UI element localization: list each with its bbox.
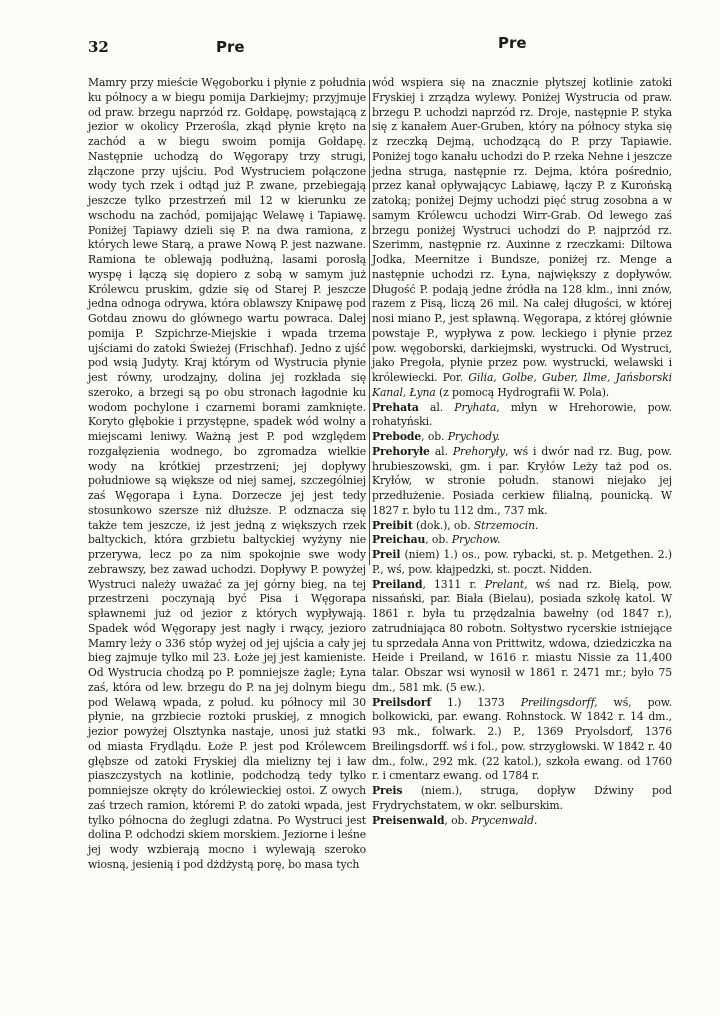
entry-prehata [372,401,672,431]
entry-italic: Pryhata [454,400,497,414]
entry-text: wś nad rz. Bielą, pow. nissański, par. Biała (Bielau), posiada szkołę katol. W 1861 r. była tu przędzalnia bawełny (od 1847 r.), zatrudniająca 80 robotn. Sołtystwo rycerskie istniejące tu sprzedała Anna von Prittwitz, wdowa, dziedziczka na Heide i Preiland, w 1616 r. miastu Nissie za 11,400 talar. Obszar wsi wynosił w 1861 r. 2471 mr.; było 75 dm., 581 mk. (5 ew.). [372,577,672,694]
entry-preilsdorf [372,696,672,785]
headword: Preibit [372,518,413,532]
headword: Preil [372,548,401,561]
entry-text: , młyn w Hrehorowie, pow. rohatyński. [372,400,672,429]
headword: Prebode [372,430,422,443]
headword: Prehata [372,400,419,414]
running-head-left: Pre [216,38,245,56]
right-column [372,76,672,828]
entry-prehoryle [372,445,672,519]
entry-text: al. [418,400,455,414]
entry-text: (niem) 1.) os., pow. rybacki, st. p. Metgethen. 2.) [400,548,672,561]
headword: Preisenwald [372,813,445,827]
entry-text: 1.) 1373 [431,695,521,709]
entry-text: al. [429,444,453,458]
entry-text: , ob. [421,430,448,443]
column-divider [369,80,370,565]
headword: Preichau [372,533,426,547]
entry-text: (dok.), ob. [412,518,474,532]
entry-italic: Prelant, [484,577,528,591]
entry-text: , 1311 r. [422,577,485,591]
entry-text: , ob. [444,813,471,827]
entry-text: wś, pow. bolkowicki, par. ewang. Rohnstock. W 1842 r. 14 dm., 93 mk., folwark. 2.) P., 1369 Pryolsdorf, 1376 Breilingsdorff. wś i fol., pow. strzygłowski. W 1842 r. 40 dm., folw., 292 mk. (22 katol.), szkoła ewang. od 1760 r. i cmentarz ewang. od 1784 r. [372,695,672,783]
entry-italic: Preilingsdorff, [520,695,598,709]
headword: Preiland [372,577,423,591]
page-header [88,34,678,62]
entry-preibit [372,519,672,534]
entry-italic: Prychody. [447,430,500,443]
headword: Prehoryłe [372,444,430,458]
entry-text: , ob. [425,533,452,547]
entry-preil [372,548,672,578]
intro-text: wód wspiera się na znacznie płytszej kotlinie zatoki Fryskiej i zrządza wylewy. Poniżej Wystrucia od praw. brzegu P. uchodzi naprzód rz. Droje, następnie P. styka się z kanałem Auer-Gruben, który na północy styka się z rzeczką Dejmą, uchodzącą do P. przy Tapiawie. Poniżej togo kanału uchodzi do P. rzeka Nehne i jeszcze jedna struga, następnie rz. Dejma, która pośrednio, przez kanał opływającyc Labiawę, łączy P. z Kurońską zatoką; poniżej Dejmy uchodzi pięć strug zosobna a w samym Królewcu uchodzi Wirr-Grab. Od lewego zaś brzegu poniżej Wystruci uchodzi do P. najprzód rz. Szerimm, następnie rz. Auxinne z rzeczkami: Diltowa Jodka, Meernitze i Bundsze, poniżej rz. Menge a następnie uchodzi rz. Łyna, największy z dopływów. Długość P. podają jedne źródła na 128 klm., inni znów, razem z Pisą, liczą 26 mil. Na całej długości, w której nosi miano P., jest spławną. Węgorapa, z której głównie powstaje P., wypływa z pow. leckiego i płynie przez pow. węgoborski, darkiejmski, wystrucki. Od Wystruci, jako Pregoła, płynie przez pow. wystrucki, welawski i królewiecki. Por. [372,76,672,384]
entry-italic: Prehoryły [452,444,506,458]
entry-prebode [372,430,672,445]
entry-preis [372,784,672,814]
entry-italic: Strzemocin. [473,518,539,532]
entry-italic: Prycenwald. [470,813,538,827]
references-end: (z pomocą Hydrografii W. Pola). [435,385,610,399]
entry-text: (niem.), struga, dopływ Dźwiny pod Frydrychstatem, w okr. selburskim. [372,784,672,812]
entry-text: , wś i dwór nad rz. Bug, pow. hrubieszowski, gm. i par. Kryłów Leży taż pod os. Kryłów, w stronie połudn. stanowi niejako jej przedłużenie. Posiada cerkiew filialną, pounicką. W 1827 r. było tu 112 dm., 737 mk. [372,444,672,517]
running-head-right: Pre [498,34,527,52]
references-italic: Gilia, Golbe, Guber, Ilme, Jańsborski Kanal, Łyna [372,371,672,399]
page-number: 32 [88,38,109,56]
headword: Preis [372,784,403,797]
left-column [88,76,366,873]
entry-italic: Prychow. [451,533,501,547]
entry-preisenwald [372,814,672,829]
entry-preiland [372,578,672,696]
headword: Preilsdorf [372,695,432,709]
entry-preichau [372,533,672,548]
left-column-text: Mamry przy mieście Węgoborku i płynie z południa ku północy a w biegu pomija Darkiejmy; przyjmuje od praw. brzegu naprzód rz. Gołdapę, powstającą z jezior w okolicy Przerośla, zkąd płynie kręto na zachód a w biegu swoim pomija Gołdapę. Następnie uchodzą do Węgorapy trzy strugi, złączone przy ujściu. Pod Wystruciem połączone wody tych rzek i odtąd już P. zwane, przebiegają jeszcze tylko przestrzeń mil 12 w kierunku ze wschodu na zachód, pomijając Welawę i Tapiawę. Poniżej Tapiawy dzieli się P. na dwa ramiona, z których lewe Starą, a prawe Nową P. jest nazwane. Ramiona te oblewają podłużną, lasami porosłą wyspę i łączą się dopiero z sobą w samym już Królewcu pruskim, gdzie się od Starej P. jeszcze jedna odnoga odrywa, która oblawszy Knipawę pod Gotdau znowu do głównego wartu powraca. Dalej pomija P. Szpichrze-Miejskie i wpada trzema ujściami do zatoki Świeżej (Frischhaf). Jedno z ujść pod wsią Judyty. Kraj którym od Wystrucia płynie jest równy, urodzajny, dolina jej rozkłada się szeroko, a brzegi są po obu stronach łagodnie ku wodom pochylone i czarnemi borami zamknięte. Koryto głębokie i przystępne, spadek wód wolny a miejscami leniwy. Ważną jest P. pod względem rozgałęzienia wodnego, bo zgromadza wielkie wody na krótkiej przestrzeni; jej dopływy południowe są większe od niej samej, szczególniej zaś Węgorapa i Łyna. Dorzecze jej jest tedy stosunkowo szersze niż dłuższe. P. odznacza się także tem jeszcze, iż jest jedną z większych rzek baltyckich, która grzbietu baltyckiej wyżyny nie przerywa, lecz po za nim spokojnie swe wody zebrawszy, bez zawad uchodzi. Dopływy P. powyżej Wystruci należy uważać za jej górny bieg, na tej przestrzeni poczynają być Pisa i Węgorapa spławnemi już od jezior z których wypływają. Spadek wód Węgorapy jest nagły i rwący, jezioro Mamry leży o 336 stóp wyżej od jej ujścia a cały jej bieg zajmuje tylko mil 23. Łoże jej jest kamieniste. Od Wystrucia chodzą po P. pomniejsze żagle; Łyna zaś, która od lew. brzegu do P. na jej dolnym biegu pod Welawą wpada, z połud. ku północy mil 30 płynie, na grzbiecie roztoki pruskiej, z mnogich jezior powyżej Olsztynka nastaje, unosi już statki od miasta Frydlądu. Łoże P. jest pod Królewcem głębsze od zatoki Fryskiej dla mielizny tej i ław piaszczystych na kotlinie, podchodzą tedy tylko pomniejsze okręty do królewieckiej ostoi. Z owych zaś trzech ramion, któremi P. do zatoki wpada, jest tylko północna do żeglugi zdatna. Po Wystruci jest dolina P. odchodzi skiem morskiem. Jeziorne i leśne jej wody wzbierają mocno i wylewają szeroko wiosną, jesienią i pod dżdżystą porę, bo masa tych [88,76,366,871]
right-column-intro [372,76,672,401]
entry-text: P., wś, pow. kłajpedzki, st. poczt. Nidden. [372,562,593,576]
